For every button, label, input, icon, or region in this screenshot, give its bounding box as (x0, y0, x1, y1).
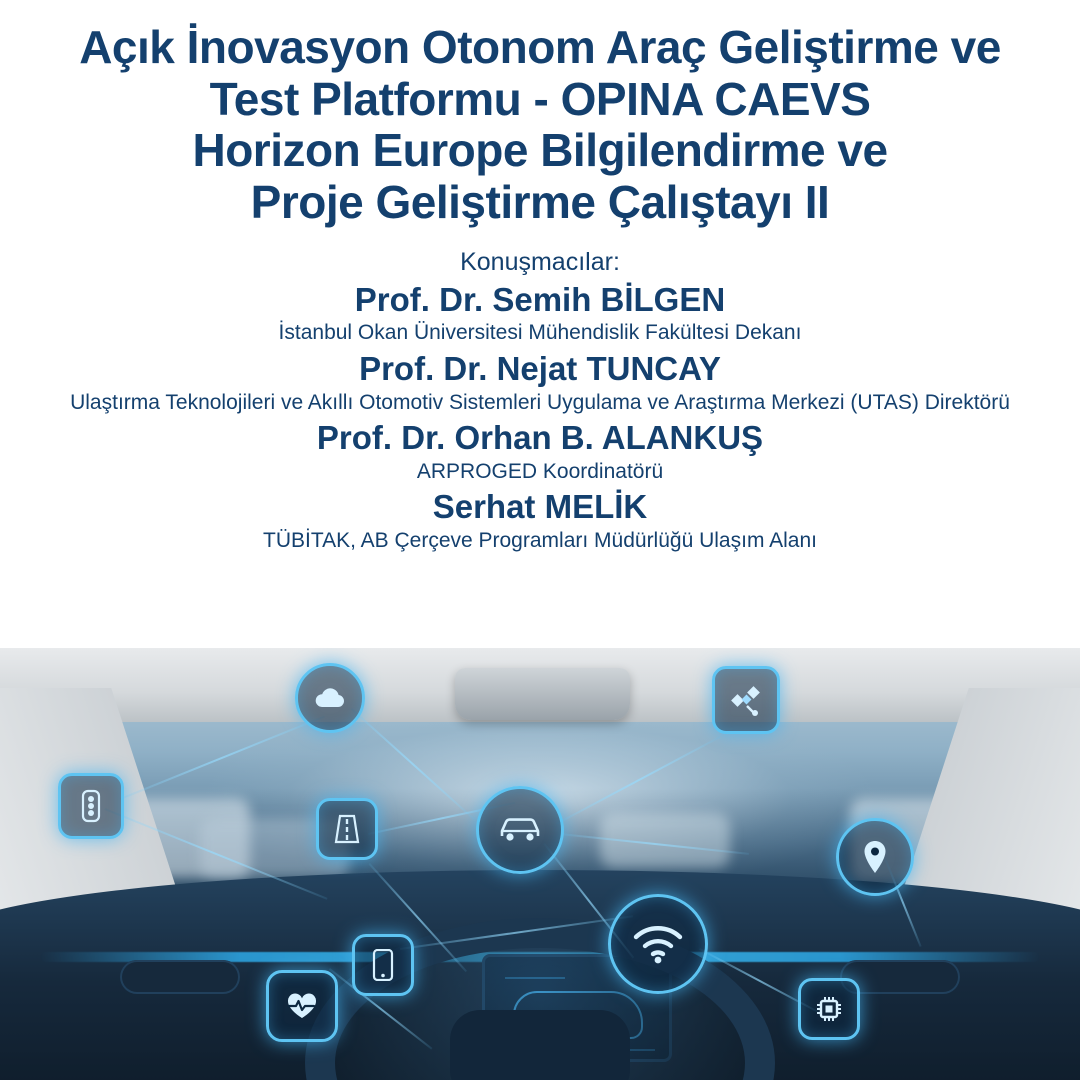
smartphone-icon[interactable] (352, 934, 414, 996)
speaker-role-1: İstanbul Okan Üniversitesi Mühendislik Fakültesi Dekanı (278, 321, 802, 345)
speaker-name-4: Serhat MELİK (432, 488, 648, 526)
link-trafficlight-road (104, 808, 327, 900)
traffic-light-icon[interactable] (58, 773, 124, 839)
speakers-label: Konuşmacılar: (460, 248, 620, 277)
icon-network (0, 648, 1080, 1080)
link-car-pin (560, 833, 749, 855)
link-car-satellite (556, 736, 720, 825)
location-pin-icon[interactable] (836, 818, 914, 896)
heart-monitor-icon[interactable] (266, 970, 338, 1042)
page-title (20, 22, 1060, 228)
vehicle-interior-photo (0, 648, 1080, 1080)
road-icon[interactable] (316, 798, 378, 860)
satellite-icon[interactable] (712, 666, 780, 734)
cloud-icon[interactable] (295, 663, 365, 733)
wifi-icon[interactable] (608, 894, 708, 994)
link-phone-wifi (400, 915, 633, 950)
speaker-role-2: Ulaştırma Teknolojileri ve Akıllı Otomotiv Sistemleri Uygulama ve Araştırma Merkezi (UTAS) Direktörü (70, 390, 1010, 414)
speaker-name-1: Prof. Dr. Semih BİLGEN (354, 280, 726, 318)
speaker-name-3: Prof. Dr. Orhan B. ALANKUŞ (316, 419, 764, 457)
chip-icon[interactable] (798, 978, 860, 1040)
speaker-name-2: Prof. Dr. Nejat TUNCAY (359, 350, 721, 388)
speaker-role-4: TÜBİTAK, AB Çerçeve Programları Müdürlüğü Ulaşım Alanı (263, 529, 817, 553)
speaker-role-3: ARPROGED Koordinatörü (416, 459, 664, 483)
title-line-4: Proje Geliştirme Çalıştayı II (250, 175, 830, 228)
title-line-3: Horizon Europe Bilgilendirme ve (192, 124, 888, 177)
title-line-1: Açık İnovasyon Otonom Araç Geliştirme ve (79, 21, 1001, 73)
car-icon[interactable] (476, 786, 564, 874)
link-trafficlight-cloud (120, 716, 325, 800)
title-line-2: Test Platformu - OPINA CAEVS (209, 72, 871, 125)
